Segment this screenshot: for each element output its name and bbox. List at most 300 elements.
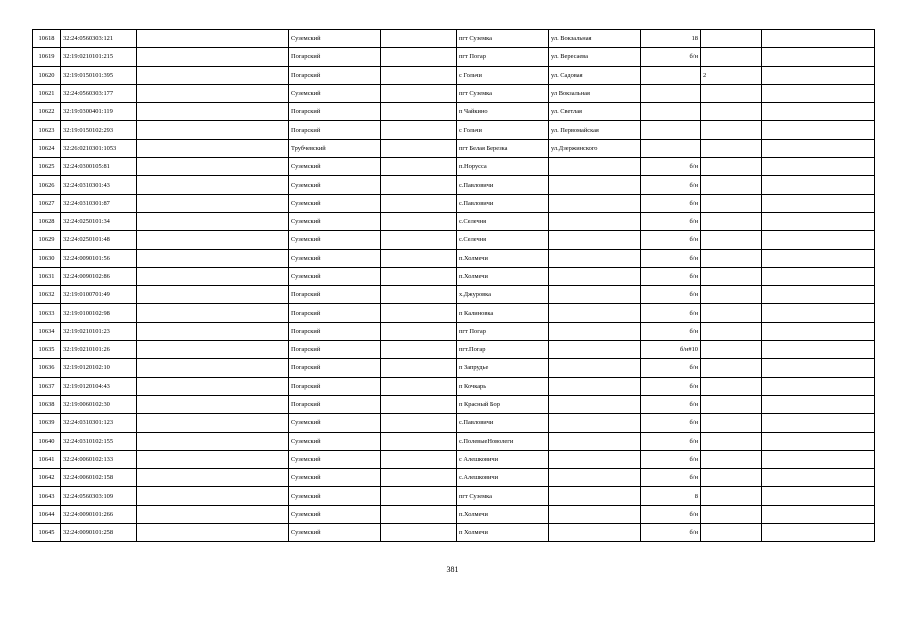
registry-table-body xyxy=(33,30,875,542)
house-number-cell: б/н xyxy=(641,377,701,395)
street-cell xyxy=(549,286,641,304)
blank-cell xyxy=(137,304,289,322)
street-cell xyxy=(549,194,641,212)
table-row xyxy=(33,304,875,322)
blank-cell xyxy=(137,176,289,194)
table-row xyxy=(33,286,875,304)
extra-cell xyxy=(701,139,762,157)
blank-cell xyxy=(137,231,289,249)
extra-cell xyxy=(762,286,875,304)
locality-cell: х.Джуровка xyxy=(457,286,549,304)
locality-cell: п Красный Бор xyxy=(457,395,549,413)
extra-cell xyxy=(701,194,762,212)
blank-cell xyxy=(137,286,289,304)
blank-cell xyxy=(381,249,457,267)
street-cell: ул.Дзержинского xyxy=(549,139,641,157)
district-cell: Суземский xyxy=(289,267,381,285)
extra-cell xyxy=(701,341,762,359)
district-cell: Погарский xyxy=(289,48,381,66)
blank-cell xyxy=(137,414,289,432)
district-cell: Суземский xyxy=(289,432,381,450)
extra-cell xyxy=(762,66,875,84)
street-cell xyxy=(549,322,641,340)
cadastral-number-cell: 32:19:0210101:215 xyxy=(61,48,137,66)
table-row xyxy=(33,231,875,249)
district-cell: Суземский xyxy=(289,450,381,468)
blank-cell xyxy=(381,524,457,542)
extra-cell xyxy=(762,194,875,212)
blank-cell xyxy=(137,469,289,487)
locality-cell: п Холмечи xyxy=(457,524,549,542)
page-number: 381 xyxy=(446,565,459,574)
blank-cell xyxy=(137,341,289,359)
locality-cell: с Алешковичи xyxy=(457,450,549,468)
street-cell xyxy=(549,524,641,542)
row-number-cell: 10633 xyxy=(33,304,61,322)
row-number-cell: 10626 xyxy=(33,176,61,194)
house-number-cell: 18 xyxy=(641,30,701,48)
house-number-cell: б/н xyxy=(641,48,701,66)
blank-cell xyxy=(137,267,289,285)
table-row xyxy=(33,487,875,505)
extra-cell xyxy=(762,487,875,505)
extra-cell xyxy=(762,377,875,395)
locality-cell: с.Селечня xyxy=(457,231,549,249)
cadastral-number-cell: 32:24:0090101:266 xyxy=(61,505,137,523)
extra-cell xyxy=(762,30,875,48)
street-cell xyxy=(549,176,641,194)
locality-cell: с.Селечня xyxy=(457,212,549,230)
extra-cell xyxy=(701,469,762,487)
district-cell: Погарский xyxy=(289,286,381,304)
blank-cell xyxy=(137,48,289,66)
blank-cell xyxy=(137,359,289,377)
blank-cell xyxy=(137,139,289,157)
blank-cell xyxy=(381,377,457,395)
street-cell xyxy=(549,304,641,322)
table-row xyxy=(33,176,875,194)
extra-cell xyxy=(701,524,762,542)
row-number-cell: 10622 xyxy=(33,103,61,121)
row-number-cell: 10636 xyxy=(33,359,61,377)
locality-cell: с.Павловичи xyxy=(457,194,549,212)
street-cell xyxy=(549,377,641,395)
blank-cell xyxy=(381,158,457,176)
cadastral-number-cell: 32:24:0060102:158 xyxy=(61,469,137,487)
cadastral-number-cell: 32:19:0300401:119 xyxy=(61,103,137,121)
street-cell: ул. Первомайская xyxy=(549,121,641,139)
district-cell: Погарский xyxy=(289,377,381,395)
locality-cell: пгт Суземка xyxy=(457,84,549,102)
cadastral-number-cell: 32:24:0560303:121 xyxy=(61,30,137,48)
district-cell: Погарский xyxy=(289,304,381,322)
row-number-cell: 10627 xyxy=(33,194,61,212)
table-row xyxy=(33,450,875,468)
district-cell: Погарский xyxy=(289,359,381,377)
extra-cell xyxy=(701,176,762,194)
extra-cell xyxy=(701,322,762,340)
table-row xyxy=(33,414,875,432)
blank-cell xyxy=(381,359,457,377)
district-cell: Погарский xyxy=(289,341,381,359)
blank-cell xyxy=(381,267,457,285)
locality-cell: пгт Погар xyxy=(457,48,549,66)
table-row xyxy=(33,524,875,542)
extra-cell xyxy=(762,341,875,359)
blank-cell xyxy=(381,103,457,121)
blank-cell xyxy=(137,30,289,48)
blank-cell xyxy=(137,450,289,468)
house-number-cell: 8 xyxy=(641,487,701,505)
street-cell xyxy=(549,487,641,505)
blank-cell xyxy=(381,48,457,66)
table-row xyxy=(33,103,875,121)
blank-cell xyxy=(381,395,457,413)
row-number-cell: 10618 xyxy=(33,30,61,48)
extra-cell xyxy=(762,322,875,340)
table-row xyxy=(33,432,875,450)
district-cell: Суземский xyxy=(289,414,381,432)
district-cell: Суземский xyxy=(289,469,381,487)
house-number-cell: б/н xyxy=(641,432,701,450)
locality-cell: пгт Суземка xyxy=(457,487,549,505)
extra-cell xyxy=(701,286,762,304)
row-number-cell: 10631 xyxy=(33,267,61,285)
district-cell: Погарский xyxy=(289,322,381,340)
house-number-cell: б/н xyxy=(641,249,701,267)
row-number-cell: 10632 xyxy=(33,286,61,304)
extra-cell xyxy=(762,450,875,468)
blank-cell xyxy=(137,524,289,542)
blank-cell xyxy=(137,487,289,505)
extra-cell xyxy=(762,395,875,413)
extra-cell xyxy=(701,231,762,249)
cadastral-number-cell: 32:24:0090101:56 xyxy=(61,249,137,267)
extra-cell xyxy=(762,231,875,249)
district-cell: Суземский xyxy=(289,84,381,102)
table-row xyxy=(33,322,875,340)
district-cell: Погарский xyxy=(289,395,381,413)
cadastral-number-cell: 32:19:0060102:30 xyxy=(61,395,137,413)
house-number-cell: б/н xyxy=(641,524,701,542)
row-number-cell: 10625 xyxy=(33,158,61,176)
blank-cell xyxy=(381,505,457,523)
street-cell: ул. Светлая xyxy=(549,103,641,121)
house-number-cell: б/н xyxy=(641,450,701,468)
row-number-cell: 10644 xyxy=(33,505,61,523)
locality-cell: п.Норусса xyxy=(457,158,549,176)
cadastral-number-cell: 32:24:0310301:43 xyxy=(61,176,137,194)
extra-cell xyxy=(762,524,875,542)
table-row xyxy=(33,359,875,377)
extra-cell xyxy=(762,414,875,432)
row-number-cell: 10620 xyxy=(33,66,61,84)
locality-cell: с.ПолевыеНоволеги xyxy=(457,432,549,450)
blank-cell xyxy=(381,176,457,194)
extra-cell xyxy=(762,249,875,267)
street-cell xyxy=(549,267,641,285)
extra-cell xyxy=(762,84,875,102)
row-number-cell: 10635 xyxy=(33,341,61,359)
blank-cell xyxy=(381,121,457,139)
house-number-cell xyxy=(641,139,701,157)
district-cell: Суземский xyxy=(289,231,381,249)
blank-cell xyxy=(381,341,457,359)
house-number-cell: б/н xyxy=(641,395,701,413)
blank-cell xyxy=(137,432,289,450)
house-number-cell: б/н xyxy=(641,194,701,212)
cadastral-number-cell: 32:24:0250101:48 xyxy=(61,231,137,249)
table-row xyxy=(33,66,875,84)
extra-cell xyxy=(701,84,762,102)
locality-cell: п Запрудье xyxy=(457,359,549,377)
locality-cell: п Кочкарь xyxy=(457,377,549,395)
extra-cell xyxy=(701,158,762,176)
row-number-cell: 10628 xyxy=(33,212,61,230)
blank-cell xyxy=(137,212,289,230)
locality-cell: п Калиновка xyxy=(457,304,549,322)
locality-cell: пгт Белая Березка xyxy=(457,139,549,157)
extra-cell xyxy=(762,304,875,322)
table-row xyxy=(33,395,875,413)
blank-cell xyxy=(137,158,289,176)
cadastral-number-cell: 32:24:0310301:123 xyxy=(61,414,137,432)
extra-cell xyxy=(762,212,875,230)
cadastral-number-cell: 32:24:0060102:133 xyxy=(61,450,137,468)
table-row xyxy=(33,341,875,359)
blank-cell xyxy=(381,84,457,102)
district-cell: Суземский xyxy=(289,176,381,194)
table-row xyxy=(33,139,875,157)
house-number-cell: б/н xyxy=(641,469,701,487)
district-cell: Суземский xyxy=(289,30,381,48)
blank-cell xyxy=(381,212,457,230)
district-cell: Суземский xyxy=(289,212,381,230)
registry-table xyxy=(32,29,875,542)
cadastral-number-cell: 32:24:0300105:81 xyxy=(61,158,137,176)
row-number-cell: 10624 xyxy=(33,139,61,157)
blank-cell xyxy=(381,469,457,487)
cadastral-number-cell: 32:24:0090102:86 xyxy=(61,267,137,285)
blank-cell xyxy=(381,414,457,432)
street-cell xyxy=(549,158,641,176)
extra-cell xyxy=(701,487,762,505)
blank-cell xyxy=(381,487,457,505)
street-cell: ул. Вокзальная xyxy=(549,30,641,48)
table-row xyxy=(33,121,875,139)
row-number-cell: 10640 xyxy=(33,432,61,450)
district-cell: Суземский xyxy=(289,249,381,267)
cadastral-number-cell: 32:19:0120102:10 xyxy=(61,359,137,377)
house-number-cell: б/н xyxy=(641,304,701,322)
blank-cell xyxy=(381,139,457,157)
row-number-cell: 10643 xyxy=(33,487,61,505)
blank-cell xyxy=(137,249,289,267)
cadastral-number-cell: 32:24:0560303:109 xyxy=(61,487,137,505)
street-cell xyxy=(549,432,641,450)
house-number-cell: б/н xyxy=(641,286,701,304)
house-number-cell: б/н xyxy=(641,176,701,194)
street-cell xyxy=(549,450,641,468)
cadastral-number-cell: 32:24:0310102:155 xyxy=(61,432,137,450)
cadastral-number-cell: 32:24:0310301:87 xyxy=(61,194,137,212)
table-row xyxy=(33,249,875,267)
extra-cell xyxy=(762,103,875,121)
row-number-cell: 10629 xyxy=(33,231,61,249)
house-number-cell: б/н xyxy=(641,212,701,230)
street-cell xyxy=(549,395,641,413)
district-cell: Суземский xyxy=(289,158,381,176)
district-cell: Трубчевский xyxy=(289,139,381,157)
district-cell: Погарский xyxy=(289,103,381,121)
house-number-cell xyxy=(641,66,701,84)
district-cell: Погарский xyxy=(289,121,381,139)
row-number-cell: 10639 xyxy=(33,414,61,432)
table-row xyxy=(33,505,875,523)
locality-cell: с Гольчи xyxy=(457,121,549,139)
row-number-cell: 10637 xyxy=(33,377,61,395)
house-number-cell xyxy=(641,84,701,102)
extra-cell xyxy=(701,377,762,395)
row-number-cell: 10634 xyxy=(33,322,61,340)
house-number-cell: б/н xyxy=(641,414,701,432)
table-row xyxy=(33,469,875,487)
blank-cell xyxy=(381,66,457,84)
extra-cell: 2 xyxy=(701,66,762,84)
locality-cell: п.Холмечи xyxy=(457,249,549,267)
street-cell xyxy=(549,341,641,359)
district-cell: Суземский xyxy=(289,487,381,505)
row-number-cell: 10619 xyxy=(33,48,61,66)
blank-cell xyxy=(381,286,457,304)
house-number-cell xyxy=(641,103,701,121)
house-number-cell: б/н xyxy=(641,267,701,285)
locality-cell: с.Павловичи xyxy=(457,176,549,194)
extra-cell xyxy=(762,359,875,377)
table-row xyxy=(33,194,875,212)
cadastral-number-cell: 32:19:0120104:43 xyxy=(61,377,137,395)
table-row xyxy=(33,212,875,230)
blank-cell xyxy=(137,395,289,413)
blank-cell xyxy=(137,121,289,139)
extra-cell xyxy=(701,30,762,48)
district-cell: Погарский xyxy=(289,66,381,84)
street-cell xyxy=(549,414,641,432)
blank-cell xyxy=(381,231,457,249)
blank-cell xyxy=(137,377,289,395)
blank-cell xyxy=(137,322,289,340)
locality-cell: п Чайкино xyxy=(457,103,549,121)
row-number-cell: 10630 xyxy=(33,249,61,267)
extra-cell xyxy=(701,249,762,267)
extra-cell xyxy=(701,48,762,66)
blank-cell xyxy=(381,194,457,212)
row-number-cell: 10642 xyxy=(33,469,61,487)
blank-cell xyxy=(137,66,289,84)
extra-cell xyxy=(762,267,875,285)
extra-cell xyxy=(762,121,875,139)
row-number-cell: 10645 xyxy=(33,524,61,542)
cadastral-number-cell: 32:19:0210101:23 xyxy=(61,322,137,340)
extra-cell xyxy=(701,304,762,322)
table-row xyxy=(33,267,875,285)
row-number-cell: 10623 xyxy=(33,121,61,139)
extra-cell xyxy=(701,212,762,230)
locality-cell: пгт.Погар xyxy=(457,341,549,359)
locality-cell: с Гольчи xyxy=(457,66,549,84)
district-cell: Суземский xyxy=(289,505,381,523)
street-cell xyxy=(549,359,641,377)
cadastral-number-cell: 32:19:0150101:395 xyxy=(61,66,137,84)
blank-cell xyxy=(381,30,457,48)
house-number-cell: б/н xyxy=(641,505,701,523)
extra-cell xyxy=(701,414,762,432)
extra-cell xyxy=(701,267,762,285)
house-number-cell: б/н#10 xyxy=(641,341,701,359)
table-row xyxy=(33,48,875,66)
extra-cell xyxy=(701,103,762,121)
cadastral-number-cell: 32:19:0150102:293 xyxy=(61,121,137,139)
extra-cell xyxy=(762,505,875,523)
blank-cell xyxy=(381,450,457,468)
house-number-cell: б/н xyxy=(641,158,701,176)
cadastral-number-cell: 32:24:0090101:258 xyxy=(61,524,137,542)
table-row xyxy=(33,84,875,102)
extra-cell xyxy=(701,432,762,450)
cadastral-number-cell: 32:24:0560303:177 xyxy=(61,84,137,102)
extra-cell xyxy=(701,359,762,377)
locality-cell: п.Холмечи xyxy=(457,505,549,523)
locality-cell: с.Павловичи xyxy=(457,414,549,432)
blank-cell xyxy=(137,505,289,523)
locality-cell: п.Холмечи xyxy=(457,267,549,285)
street-cell: ул Вокзальная xyxy=(549,84,641,102)
table-row xyxy=(33,158,875,176)
cadastral-number-cell: 32:26:0210301:1053 xyxy=(61,139,137,157)
blank-cell xyxy=(381,322,457,340)
district-cell: Суземский xyxy=(289,194,381,212)
street-cell: ул. Вересаева xyxy=(549,48,641,66)
extra-cell xyxy=(762,469,875,487)
row-number-cell: 10641 xyxy=(33,450,61,468)
house-number-cell: б/н xyxy=(641,359,701,377)
extra-cell xyxy=(762,432,875,450)
blank-cell xyxy=(381,432,457,450)
table-row xyxy=(33,377,875,395)
district-cell: Суземский xyxy=(289,524,381,542)
cadastral-number-cell: 32:19:0210101:26 xyxy=(61,341,137,359)
blank-cell xyxy=(137,84,289,102)
street-cell xyxy=(549,505,641,523)
house-number-cell: б/н xyxy=(641,322,701,340)
locality-cell: с.Алешковичи xyxy=(457,469,549,487)
extra-cell xyxy=(762,158,875,176)
extra-cell xyxy=(701,450,762,468)
row-number-cell: 10621 xyxy=(33,84,61,102)
street-cell xyxy=(549,231,641,249)
blank-cell xyxy=(381,304,457,322)
locality-cell: пгт Суземка xyxy=(457,30,549,48)
street-cell xyxy=(549,469,641,487)
locality-cell: пгт Погар xyxy=(457,322,549,340)
extra-cell xyxy=(762,139,875,157)
table-row xyxy=(33,30,875,48)
street-cell xyxy=(549,249,641,267)
cadastral-number-cell: 32:19:0100102:98 xyxy=(61,304,137,322)
blank-cell xyxy=(137,103,289,121)
extra-cell xyxy=(762,176,875,194)
blank-cell xyxy=(137,194,289,212)
